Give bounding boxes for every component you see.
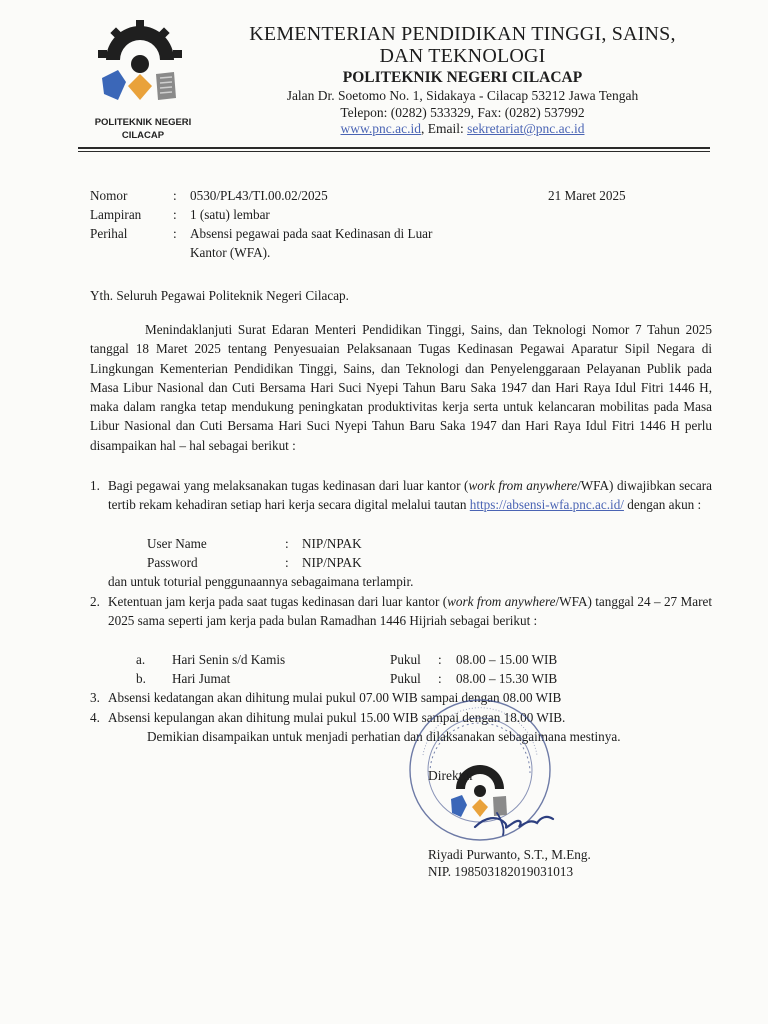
institution-name: POLITEKNIK NEGERI CILACAP	[342, 69, 583, 86]
username-label: User Name	[147, 536, 207, 551]
item2-text-a: Ketentuan jam kerja pada saat tugas kedinasan dari luar kantor (	[108, 594, 448, 609]
item3-number: 3.	[90, 690, 100, 705]
item2-text-b: /WFA) tanggal 24 – 27 Maret 2025 sama seperti jam kerja pada bulan Ramadhan 1446 Hijriah sebagai berikut :	[108, 594, 713, 629]
perihal-value-line2: Kantor (WFA).	[190, 245, 271, 260]
sub-a-day: Hari Senin s/d Kamis	[172, 652, 286, 667]
username-colon: :	[285, 536, 289, 551]
item1-text-b: /WFA) diwajibkan secara tertib rekam kehadiran setiap hari kerja secara digital melalui tautan	[108, 478, 713, 513]
signatory-title: Direktur	[428, 768, 474, 783]
absensi-link[interactable]: https://absensi-wfa.pnc.ac.id/	[469, 497, 624, 513]
ministry-name-line2: DAN TEKNOLOGI	[379, 45, 546, 67]
phone-fax: Telepon: (0282) 533329, Fax: (0282) 537992	[340, 105, 585, 120]
perihal-value-line1: Absensi pegawai pada saat Kedinasan di Luar	[190, 226, 433, 241]
sub-b-letter: b.	[136, 671, 146, 686]
item2-italic: work from anywhere	[447, 594, 556, 609]
logo-caption-line1: POLITEKNIK NEGERI	[94, 117, 192, 128]
password-label: Password	[147, 555, 198, 570]
nomor-label: Nomor	[90, 188, 128, 203]
password-value: NIP/NPAK	[302, 555, 362, 570]
item4-text: Absensi kepulangan akan dihitung mulai pukul 15.00 WIB sampai dengan 18.00 WIB.	[108, 710, 566, 725]
sub-a-time: 08.00 – 15.00 WIB	[456, 652, 558, 667]
perihal-colon: :	[173, 226, 177, 241]
sub-a-colon: :	[438, 652, 442, 667]
item1-text-c: dengan akun :	[623, 497, 702, 513]
signatory-nip: NIP. 198503182019031013	[428, 864, 574, 879]
email-label: , Email:	[420, 121, 468, 136]
item4-number: 4.	[90, 710, 100, 725]
header-rule-thick	[78, 147, 710, 149]
addressee: Yth. Seluruh Pegawai Politeknik Negeri Cilacap.	[90, 288, 349, 303]
intro-paragraph: Menindaklanjuti Surat Edaran Menteri Pendidikan Tinggi, Sains, dan Teknologi Nomor 7 Tahun 2025 tanggal 18 Maret 2025 tentang Penyesuaian Pelaksanaan Tugas Kedinasan Pegawai Aparatur Sipil Negara di Lingkungan Kementerian Pendidikan Tinggi, Sains, dan Teknologi dan Penyelenggaraan Pelayanan Publik pada Masa Libur Nasional dan Cuti Bersama Hari Suci Nyepi Tahun Baru Saka 1947 dan Hari Raya Idul Fitri 1446 H, maka dalam rangka tetap mendukung peningkatan produktivitas kerja serta untuk kelancaran mobilitas pada Masa Libur Nasional dan Cuti Bersama Hari Suci Nyepi Tahun Baru Saka 1947 dan Hari Raya Idul Fitri 1446 H perlu disampaikan hal – hal sebagai berikut :	[90, 322, 712, 453]
item1-number: 1.	[90, 478, 100, 493]
sub-b-pukul: Pukul	[390, 671, 421, 686]
closing-sentence: Demikian disampaikan untuk menjadi perhatian dan dilaksanakan sebagaimana mestinya.	[147, 729, 621, 744]
item3-text: Absensi kedatangan akan dihitung mulai pukul 07.00 WIB sampai dengan 08.00 WIB	[108, 690, 562, 705]
item2-number: 2.	[90, 594, 100, 609]
item1-tail: dan untuk toturial penggunaannya sebagaimana terlampir.	[108, 574, 414, 589]
nomor-colon: :	[173, 188, 177, 203]
signatory-name: Riyadi Purwanto, S.T., M.Eng.	[428, 847, 591, 862]
header-rule-thin	[78, 151, 710, 152]
sub-a-pukul: Pukul	[390, 652, 421, 667]
password-colon: :	[285, 555, 289, 570]
letter-date: 21 Maret 2025	[548, 188, 626, 203]
lampiran-label: Lampiran	[90, 207, 142, 222]
username-value: NIP/NPAK	[302, 536, 362, 551]
lampiran-value: 1 (satu) lembar	[190, 207, 270, 222]
item1-italic: work from anywhere	[468, 478, 578, 493]
website-link[interactable]: www.pnc.ac.id	[340, 121, 421, 136]
sub-b-colon: :	[438, 671, 442, 686]
ministry-name-line1: KEMENTERIAN PENDIDIKAN TINGGI, SAINS,	[249, 23, 676, 45]
item2-text	[108, 592, 712, 631]
item1-text-a: Bagi pegawai yang melaksanakan tugas kedinasan dari luar kantor (	[108, 478, 469, 493]
lampiran-colon: :	[173, 207, 177, 222]
item1-text	[108, 476, 712, 515]
nomor-value: 0530/PL43/TI.00.02/2025	[190, 188, 328, 203]
sub-b-day: Hari Jumat	[172, 671, 231, 686]
email-link[interactable]: sekretariat@pnc.ac.id	[467, 121, 585, 136]
address: Jalan Dr. Soetomo No. 1, Sidakaya - Cilacap 53212 Jawa Tengah	[286, 88, 639, 103]
sub-b-time: 08.00 – 15.30 WIB	[456, 671, 558, 686]
institution-logo	[92, 20, 188, 112]
contact-line	[220, 121, 705, 137]
sub-a-letter: a.	[136, 652, 146, 667]
logo-caption-line2: CILACAP	[121, 130, 165, 141]
perihal-label: Perihal	[90, 226, 128, 241]
